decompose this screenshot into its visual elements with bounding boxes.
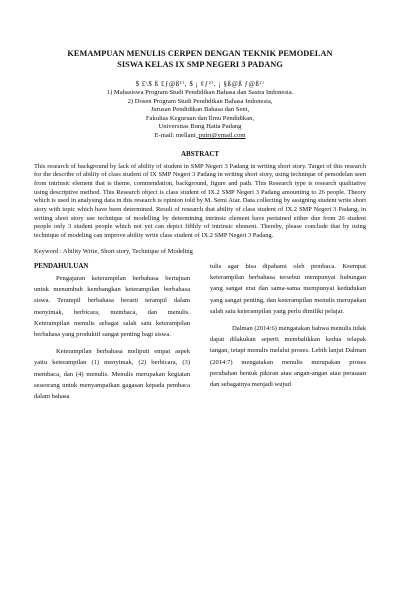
affiliation-line-2: 2) Dosen Program Studi Pendidikan Bahasa Indonesia, <box>127 97 273 105</box>
paper-title <box>34 48 366 70</box>
keywords: Keyword : Ability Write, Short story, Technique of Modeling <box>34 248 193 256</box>
body-paragraph: Keterampilan berbahasa meliputi empat aspek yaitu keterampilan (1) menyimak, (2) berbicara, (3) membaca, dan (4) menulis. Menulis merupakan kegiatan seseorang untuk menyampaikan gagasan kepada pembaca dalam bahasa <box>34 348 190 401</box>
email-line <box>34 132 366 141</box>
right-column <box>210 261 366 408</box>
email-label: E-mail: mellani_ <box>154 131 199 139</box>
affiliation-line-5: Universitas Bung Hatta Padang <box>158 123 242 131</box>
left-column <box>34 261 190 408</box>
title-line-2: SISWA KELAS IX SMP NEGERI 3 PADANG <box>117 60 283 69</box>
abstract-text: This research of background by lack of ability of student in SMP Negeri 3 Padang in writing short story. Target of this research for the describe of ability of class student of IX SMP Negeri 3 Padang in writing short story, using technique of pemodelan seen from intrinsic element that is theme, commendation, background, figure and path. This Research type is research qualitative using descriptive method. This Research object is class student of IX.2 SMP Negeri 3 Padang amounting to 26 people. Theory which is used in analysing data in this research is opinion told by M. Semi Atar. Data collecting by assigning student write short story with topic which have been determined. Result of research that ability of class student of IX.2 SMP Negeri 3 Padang, in writing short story use technique of modelling by determining intrinsic element have pertained either due from 26 student people only 3 student people which not yet can depict fifthly of intrinsic element. Thereby, please conclude that by using technique of modeling can improve ability write class student of IX.2 SMP Negeri 3 Padang. <box>34 162 366 239</box>
email-link[interactable]: putri@ymail.com <box>198 131 246 139</box>
affiliations <box>34 89 366 141</box>
title-line-1: KEMAMPUAN MENULIS CERPEN DENGAN TEKNIK PEMODELAN <box>67 49 333 58</box>
section-heading: PENDAHULUAN <box>34 262 89 271</box>
body-paragraph: Pengajaran keterampilan berbahasa bertujuan untuk menumbuh kembangkan keterampilan berbahasa siswa. Terampil berbahasa berarti terampil dalam menyimak, berbicara, membaca, dan menulis. Keterampilan menulis sebagai salah satu keterampilan berbahasa yang produktif sangat penting bagi siswa. <box>34 275 190 339</box>
author-list: $ £\$ ß £ƒ@ß¹⁾, $ ¡ ¢ƒ²⁾, ¡ §ß@ß ƒ@ß²⁾ <box>135 81 265 88</box>
affiliation-line-4: Fakultas Keguruan dan Ilmu Pendidikan, <box>145 114 255 122</box>
abstract-heading: ABSTRACT <box>180 149 220 158</box>
body-paragraph: tulis agar bisa dipahami oleh pembaca. Keempat keterampilan berbahasa tersebut mempunyai hubungan yang sangat erat dan sama-sama mempunyai kedudukan yang sangat penting, dan keterampilan menulis merupakan salah satu keterampilan yang perlu dimiliki pelajar. <box>210 263 366 315</box>
body-columns <box>34 261 366 408</box>
paper-page <box>0 48 400 598</box>
body-paragraph: Dalman (2014:6) mengatakan bahwa menulis tidak dapat dilakukan seperti membalikkan kedua telapak tangan, tetapi menulis melalui proses. Lebih lanjut Dalman (2014:7) mengatakan menulis merupakan proses perubahan bentuk pikiran atau angan-angan atau perasaan dan sebagainya menjadi wujud <box>210 325 366 389</box>
affiliation-line-3: Jurusan Pendidikan Bahasa dan Seni, <box>150 106 250 114</box>
affiliation-line-1: 1) Mahasiswa Program Studi Pendidikan Bahasa dan Sastra Indonesia. <box>106 89 294 96</box>
